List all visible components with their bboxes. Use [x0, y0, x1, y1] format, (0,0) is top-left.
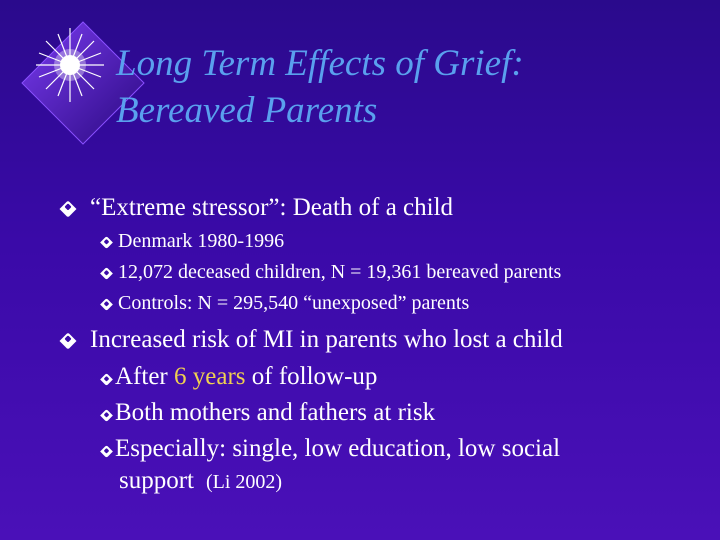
bullet-text: Increased risk of MI in parents who lost a child: [90, 326, 563, 353]
bullet-increased-risk: [62, 326, 563, 354]
sub-bullet-text: Controls: N = 295,540 “unexposed” parents: [118, 292, 470, 314]
sub-bullet-deceased-children: [102, 261, 561, 284]
after-prefix: After: [115, 363, 174, 390]
sub-bullet-text: 12,072 deceased children, N = 19,361 bereaved parents: [118, 261, 562, 283]
bullet-marker-icon: [100, 267, 113, 280]
bullet-marker-icon: [100, 445, 113, 458]
bullet-marker-icon: [100, 298, 113, 311]
sub-bullet-text: [115, 363, 377, 391]
bullet-marker-icon: [60, 201, 77, 218]
bullet-marker-icon: [100, 409, 113, 422]
sub-bullet-text: Both mothers and fathers at risk: [115, 399, 436, 426]
bullet-extreme-stressor: [62, 194, 453, 222]
citation: (Li 2002): [206, 471, 283, 493]
sub-bullet-both-parents: [102, 399, 435, 427]
title-line-2: Bereaved Parents: [116, 90, 378, 131]
after-suffix: of follow-up: [245, 363, 378, 390]
bullet-marker-icon: [60, 333, 77, 350]
bullet-marker-icon: [100, 373, 113, 386]
sub-bullet-text: Especially: single, low education, low social: [115, 435, 561, 462]
slide-title: [116, 40, 706, 134]
continuation-text: support: [119, 467, 194, 494]
highlight-6-years: 6 years: [174, 363, 246, 390]
sub-bullet-controls: [102, 292, 469, 315]
bullet-text: “Extreme stressor”: Death of a child: [90, 194, 454, 221]
title-line-1: Long Term Effects of Grief:: [116, 43, 524, 84]
sub-bullet-denmark: [102, 230, 284, 253]
sub-bullet-after-years: [102, 363, 377, 391]
sub-bullet-text: Denmark 1980-1996: [118, 230, 285, 252]
sub-bullet-especially: [102, 435, 560, 463]
sub-bullet-especially-continuation: [119, 467, 282, 495]
bullet-marker-icon: [100, 236, 113, 249]
